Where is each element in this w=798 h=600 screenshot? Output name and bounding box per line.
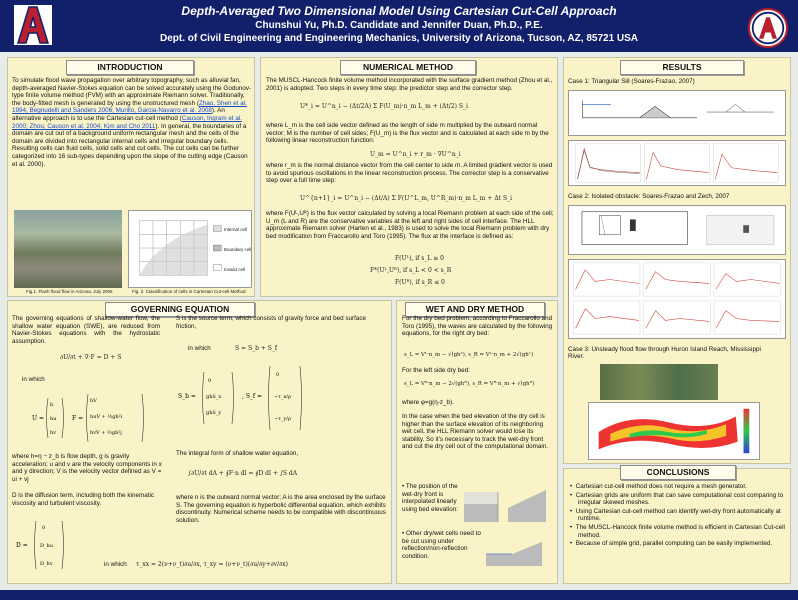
fig1-caption: Fig.1. Flash flood flow in Arizona, July 2006 (26, 289, 113, 294)
numerical-eq3: U^{n+1}_i = U^n_i − (Δt/A) Σ F(U^L_m, U^R_m)·n_m L_m + Δt S_i (300, 195, 513, 202)
results-case2: Case 2: Isolated obstacle: Soares-Frazao and Zech, 2007 (568, 193, 730, 200)
results-title: RESULTS (620, 60, 744, 75)
wet-dry-front-figure (458, 484, 552, 526)
wet-dry-cut-figure (482, 538, 552, 568)
introduction-title: INTRODUCTION (66, 60, 194, 75)
wetdry-title: WET AND DRY METHOD (405, 302, 545, 317)
governing-eq1: ∂U/∂t + ∇·F = D + S (60, 354, 122, 361)
governing-diffusion-figure (14, 515, 94, 575)
fig2-caption: Fig. 2. Classification of cells in Cartesian Cut-cell Method (132, 289, 246, 294)
poster-authors: Chunshui Yu, Ph.D. Candidate and Jennifer Duan, Ph.D., P.E. (255, 20, 543, 31)
wetdry-eq1: s_L = Vᴸ·n_m − √(ghᴸ), s_R = Vᴸ·n_m + 2√(ghᴸ) (404, 352, 534, 358)
svg-text:, S_f =: , S_f = (242, 393, 263, 400)
case1-results-plots (568, 140, 786, 186)
conclusion-item: • Cartesian grids are uniform that can save computational cost comparing to irregular skewed meshes. (570, 491, 784, 507)
poster-header (0, 0, 798, 52)
svg-text:0: 0 (42, 525, 46, 531)
legend-boundary: Boundary cell (224, 247, 252, 252)
wetdry-p3: where φ=g(η-z_b). (402, 399, 454, 406)
university-a-logo-icon (14, 5, 52, 45)
svg-text:ghS_x: ghS_x (206, 394, 222, 400)
governing-p5: The integral form of shallow water equation, (176, 450, 299, 457)
governing-eq-s: S = S_b + S_f (235, 345, 278, 352)
svg-text:D =: D = (16, 542, 28, 549)
case1-setup-figure (568, 90, 786, 136)
numerical-eq4a: F(Uᴸ), if s_L ≥ 0 (395, 255, 444, 262)
poster-affiliation: Dept. of Civil Engineering and Engineering Mechanics, University of Arizona, Tucson, AZ, 85721 USA (159, 33, 639, 44)
numerical-p4: where F(Uᴸ,Uᴿ) is the flux vector calculated by solving a local Riemann problem at each side of the cell; U_m (L and R) are the conservative variables at the left and right sides of cell interface. The HLL approximate Riemann solver (Harten et al., 1983) is used to solve the local Riemann problem with dry bed modification from Fraccarollo and Toro (1995). The flux at the interface is defined as: (266, 210, 554, 240)
svg-text:D_hu: D_hu (40, 543, 53, 549)
intro-citation-link-1[interactable]: Zhao, Shen et al. 1994; Begnudelli and Sanders 2006; Murillo, Garcia-Navarro et al. 2008 (12, 99, 247, 115)
introduction-text: To simulate flood wave propagation over arbitrary topography, such as alluvial fan, depth-averaged Navier-Stokes equation can be solved accurately using the Godunov-type finite volume method (FVM) with an approximate Riemann solver. Traditionally, the body-fitted mesh is generated by using the unstructured mesh (Zhao, Shen et al. 1994; Begnudelli and Sanders 2006; Murillo, Garcia-Navarro et al. 2008). An alternative approach is to use the Cartesian cut-cell method (Causon, Ingram et al. 2000; Zhou, Causon et al. 2004; Kim and Cho 2011). In general, the boundaries of a domain are cut out of a background uniform rectangular mesh and the cells of the domain are divided into rectangular internal cells and irregular boundary cells. Resulting cells can fluid cells, solid cells and cut cells. The cut cells can be further categorized into 16 sub-types depending upon the slope of the cutting edge (Causon et al. 2000). (12, 77, 252, 168)
conclusions-title: CONCLUSIONS (620, 465, 736, 480)
governing-p1: The governing equations of shallow-water flow, the shallow water equation (SWE), are reduced from Navier-Stokes equations with the hydrostatic assumption. (12, 315, 160, 345)
case2-results-plots (568, 259, 786, 339)
case3-satellite-map (600, 364, 718, 400)
svg-text:huV + ½gh²i: huV + ½gh²i (90, 414, 123, 420)
wetdry-bullet1: • The position of the wet-dry front is interpolated linearly using bed elevation: (402, 483, 459, 513)
numerical-eq1: U*_i = U^n_i − (Δt/2A) Σ F(U_m)·n_m L_m + (Δt/2) S_i (300, 103, 468, 110)
numerical-title: NUMERICAL METHOD (340, 60, 476, 75)
numerical-eq4b: F*(Uᴸ,Uᴿ), if s_L < 0 < s_R (370, 267, 452, 274)
svg-text:S_b =: S_b = (178, 393, 196, 400)
numerical-eq4c: F(Uᴿ), if s_R ≤ 0 (395, 279, 445, 286)
legend-internal: Internal cell (224, 227, 248, 232)
flash-flood-photo (14, 210, 122, 288)
governing-in-which-2: in which (104, 561, 127, 568)
svg-text:hV: hV (90, 398, 97, 404)
numerical-eq2: U_m = U^n_i + r_m · ∇U^n_i (370, 151, 461, 158)
svg-text:hv: hv (50, 430, 57, 436)
numerical-p3: where r_m is the normal distance vector from the cell center to side m. A limited gradient vector is used to avoid spurious oscillations in the linear reconstruction process. The corrector step is a conservative step over a full time step: (266, 162, 553, 185)
college-seal-icon (748, 8, 788, 48)
governing-p3: D is the diffusion term, including both the kinematic viscosity and turbulent viscosity. (12, 492, 154, 507)
wetdry-p4: In the case when the bed elevation of the dry cell is higher than the surface elevation of its neighboring wet cell, the HLL Riemann solver would lose its stability. So it's necessary to track the wet-dry front and cut the dry cell out of the computational domain. (402, 413, 548, 451)
governing-eq-diffusion: τ_xx = 2(ν+ν_t)∂u/∂x, τ_xy = (ν+ν_t)(∂u/∂y+∂v/∂x) (136, 561, 288, 568)
numerical-p1: The MUSCL-Hancock finite volume method incorporated with the surface gradient method (Zhou et al., 2001) is adopted. Two steps in every time step: the predictor step and the corrector step. (266, 77, 553, 92)
svg-text:0: 0 (276, 372, 280, 378)
governing-eq-integral: ∫∂U/∂t dA + ∮F·n dl = ∮D dl + ∫S dA (188, 470, 298, 477)
svg-text:hu: hu (50, 416, 57, 422)
wetdry-p2: For the left side dry bed: (402, 367, 470, 374)
governing-in-which-1: in which (22, 376, 45, 383)
poster-title: Depth-Averaged Two Dimensional Model Using Cartesian Cut-Cell Approach (181, 4, 617, 18)
svg-text:F =: F = (72, 415, 84, 422)
case3-depth-contour (588, 402, 760, 460)
governing-p4: S is the source term, which consists of gravity force and bed surface friction, (176, 315, 367, 330)
svg-text:−τ_x/ρ: −τ_x/ρ (274, 394, 291, 400)
conclusions-list (568, 483, 786, 549)
case2-setup-figure (568, 205, 786, 255)
governing-vectors-figure (30, 390, 150, 446)
legend-invalid: Invalid cell (224, 267, 246, 272)
wetdry-eq2: s_L = Vᴿ·n_m − 2√(ghᴿ), s_R = Vᴿ·n_m + √(ghᴿ) (404, 381, 535, 387)
svg-text:hvV + ½gh²j: hvV + ½gh²j (90, 430, 122, 436)
governing-source-figure (176, 362, 336, 432)
governing-p6: where n is the outward normal vector; A is the area enclosed by the surface S. The governing equation is hyperbolic differential equation, which exhibits discontinuity. Numerical scheme needs to be compatible with discontinuous solution. (176, 494, 386, 524)
wetdry-p1: For the dry bed problem, according to Fraccarollo and Toro (1995), the waves are calculated by the following equations, for the right dry bed: (402, 315, 553, 338)
intro-citation-link-2[interactable]: Causon, Ingram et al. 2000; Zhou, Causon et al. 2004; Kim and Cho 2011 (12, 114, 242, 130)
conclusion-item: • The MUSCL-Hancock finite volume method is efficient in Cartesian Cut-cell method. (570, 523, 785, 539)
wetdry-bullet2: • Other dry/wet cells need to be cut using under reflection/non-reflection condition. (402, 530, 481, 560)
governing-p2: where h=η − z_b is flow depth, g is gravity acceleration; u and v are the velocity components in x and y direction; V is the velocity vector defined as V = ui + vj (12, 453, 162, 483)
conclusion-item: • Using Cartesian cut-cell method can identify wet-dry front automatically at runtime. (570, 507, 781, 523)
governing-title: GOVERNING EQUATION (105, 302, 255, 317)
svg-text:D_hv: D_hv (40, 561, 53, 567)
conclusion-item: • Cartesian cut-cell method does not require a mesh generator. (570, 483, 747, 490)
svg-text:0: 0 (208, 378, 212, 384)
poster-footer-bar (0, 590, 798, 600)
conclusion-item: • Because of simple grid, parallel computing can be easily implemented. (570, 540, 773, 548)
results-case1: Case 1: Triangular Sill (Soares-Frazao, 2007) (568, 78, 695, 85)
svg-text:ghS_y: ghS_y (206, 410, 222, 416)
svg-text:U =: U = (32, 415, 44, 422)
governing-in-which-3: in which (188, 345, 211, 352)
svg-text:h: h (50, 402, 54, 408)
svg-text:−τ_y/ρ: −τ_y/ρ (274, 416, 291, 422)
numerical-p2: where L_m is the cell side vector defined as the length of side m multiplied by the outward normal vector; M is the number of cell sides; F(U_m) is the flux vector and is calculated at each side m by the following linear reconstruction function: (266, 122, 549, 145)
results-case3: Case 3: Unsteady flood flow through Huron Island Reach, Mississippi River. (568, 346, 761, 360)
